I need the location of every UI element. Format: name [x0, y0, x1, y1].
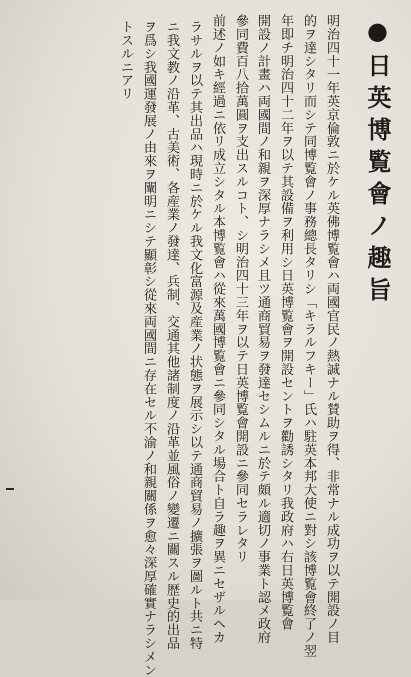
text-column-2: 的ヲ達シタリ而シテ同博覧會ノ事務總長タリシ「キラルフキー」氏ハ駐英本邦大使ニ對シ該博覧會終了ノ翌 — [301, 14, 316, 658]
margin-mark — [6, 488, 14, 490]
document-title: ●日英博覧會ノ趣旨 — [363, 16, 392, 309]
text-column-7: ラサルヲ以テ其出品ハ現時ニ於ケル我文化富源及産業ノ状態ヲ展示シ以テ通商貿易ノ擴張ヲ圖ルト共ニ特 — [187, 20, 202, 650]
text-column-8: ニ我文教ノ沿革、古美術、各産業ノ發達、兵制、交通其他諸制度ノ沿革並風俗ノ變遷ニ關スル歴史的出品 — [164, 20, 179, 650]
text-column-6: 前述ノ如キ經過ニ依リ成立シタル本博覧會ハ從來萬國博覧會ニ參同シタル場合ト自ラ趣ヲ異ニセザルヘカ — [210, 14, 225, 644]
text-column-3: 年即チ明治四十二年ヲ以テ其設備ヲ利用シ日英博覧會ヲ開設セントヲ勸誘シタリ我政府ハ右日英博覧會 — [278, 14, 293, 631]
text-column-10: トスルニアリ — [118, 20, 133, 101]
text-column-1: 明治四十一年英京倫敦ニ於ケル英佛博覧會ハ両國官民ノ熱誠ナル賛助ヲ得、非常ナル成功ヲ以テ開設ノ目 — [324, 14, 339, 644]
text-column-4: 開設ノ計畫ハ両國間ノ和親ヲ深厚ナラシメ且ツ通商貿易ヲ發達セシムルニ於テ頗ル適切ノ事業ト認メ政府 — [255, 14, 270, 644]
text-column-9: ヲ爲シ我國運發展ノ由來ヲ闡明ニシテ顯彰シ從來両國間ニ存在セル不渝ノ和親關係ヲ愈々深厚確實ナラシメン — [141, 20, 156, 677]
text-column-5: 參同費百八拾萬圓ヲ支出スルコト、シ明治四十三年ヲ以テ日英博覧會開設ニ參同セラレタリ — [233, 14, 248, 564]
